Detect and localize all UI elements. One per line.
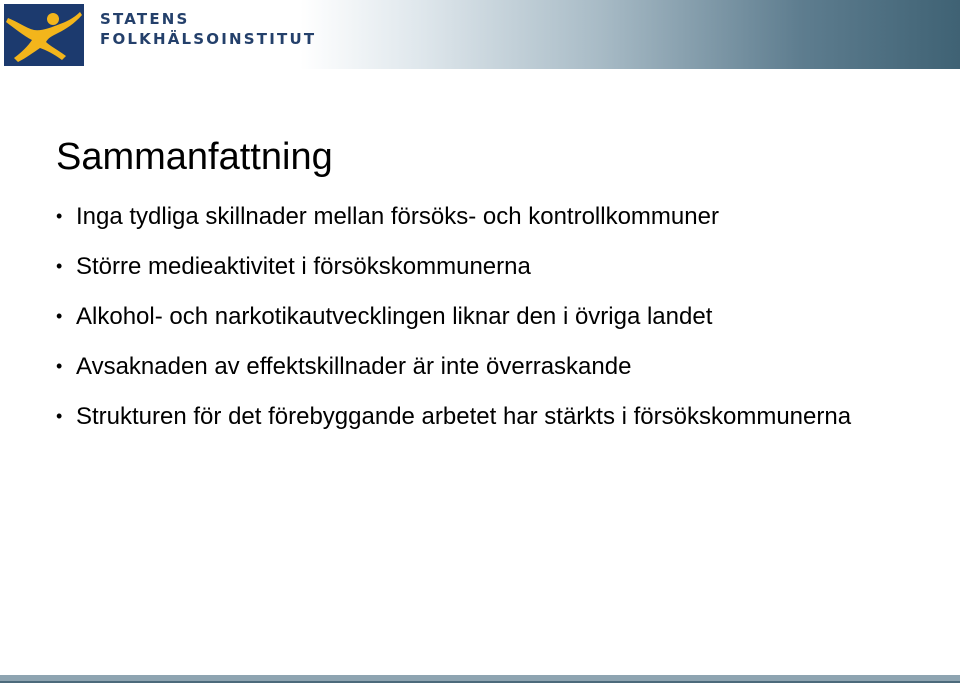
slide-title: Sammanfattning <box>56 136 333 178</box>
bullet-dot-icon: • <box>56 256 63 276</box>
logo <box>4 4 84 66</box>
org-name-line2: FOLKHÄLSOINSTITUT <box>100 30 317 48</box>
bullet-item <box>54 350 914 383</box>
bullet-text: Avsaknaden av effektskillnader är inte överraskande <box>76 353 632 380</box>
bullet-dot-icon: • <box>56 306 63 326</box>
bullet-text: Större medieaktivitet i försökskommunerna <box>76 253 531 280</box>
bullet-text: Inga tydliga skillnader mellan försöks- och kontrollkommuner <box>76 203 719 230</box>
header-bar <box>0 0 960 69</box>
bullet-text: Alkohol- och narkotikautvecklingen liknar den i övriga landet <box>76 303 713 330</box>
bullet-item <box>54 300 914 333</box>
running-figure-logo-icon <box>4 4 84 66</box>
bullet-dot-icon: • <box>56 356 63 376</box>
organization-name <box>100 9 316 49</box>
bullet-text: Strukturen för det förebyggande arbetet har stärkts i försökskommunerna <box>76 403 852 430</box>
bullet-dot-icon: • <box>56 206 63 226</box>
footer-line-dark <box>0 681 960 683</box>
bullet-item <box>54 400 914 433</box>
bullet-item <box>54 200 914 233</box>
bullet-list <box>54 200 914 450</box>
org-name-line1: STATENS <box>100 10 190 28</box>
bullet-dot-icon: • <box>56 406 63 426</box>
bullet-item <box>54 250 914 283</box>
